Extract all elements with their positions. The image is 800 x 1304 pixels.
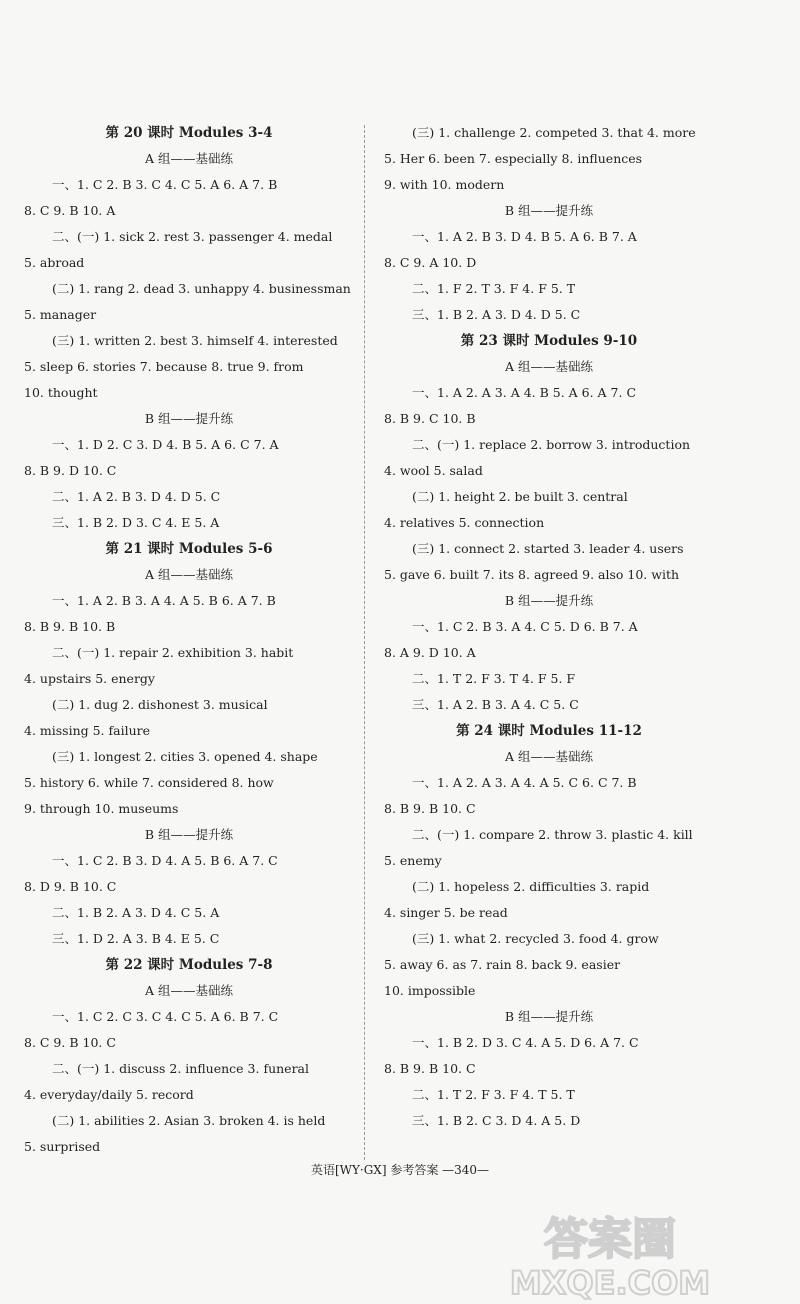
group-heading: B 组——提升练: [504, 593, 594, 608]
answer-line: 8. B 9. D 10. C: [24, 463, 117, 478]
answer-line: 4. relatives 5. connection: [384, 515, 545, 530]
group-heading: B 组——提升练: [144, 411, 234, 426]
answer-line: 二、1. A 2. B 3. D 4. D 5. C: [52, 489, 221, 504]
answer-line: 5. away 6. as 7. rain 8. back 9. easier: [384, 957, 621, 972]
answer-line: 一、1. C 2. B 3. D 4. A 5. B 6. A 7. C: [52, 853, 278, 868]
answer-line: (二) 1. rang 2. dead 3. unhappy 4. businessman: [52, 281, 351, 296]
lesson-title: 第 23 课时 Modules 9-10: [460, 333, 638, 349]
answer-line: 10. impossible: [384, 983, 476, 998]
answer-line: (三) 1. challenge 2. competed 3. that 4. more: [412, 125, 696, 140]
answer-line: 二、(一) 1. discuss 2. influence 3. funeral: [52, 1061, 310, 1076]
answer-line: 8. C 9. B 10. C: [24, 1035, 116, 1050]
group-heading: A 组——基础练: [144, 983, 233, 998]
answer-line: 9. through 10. museums: [24, 801, 179, 816]
answer-line: 8. C 9. B 10. A: [24, 203, 116, 218]
answer-line: 5. history 6. while 7. considered 8. how: [24, 775, 274, 790]
answer-line: 一、1. A 2. B 3. D 4. B 5. A 6. B 7. A: [412, 229, 637, 244]
answer-line: (二) 1. hopeless 2. difficulties 3. rapid: [412, 879, 650, 894]
answer-line: 5. manager: [24, 307, 97, 322]
answer-line: 4. upstairs 5. energy: [24, 671, 155, 686]
answer-line: 8. D 9. B 10. C: [24, 879, 117, 894]
answer-line: 5. gave 6. built 7. its 8. agreed 9. also 10. with: [384, 567, 680, 582]
answer-line: 一、1. D 2. C 3. D 4. B 5. A 6. C 7. A: [52, 437, 279, 452]
answer-line: 一、1. A 2. B 3. A 4. A 5. B 6. A 7. B: [52, 593, 276, 608]
answer-line: 二、1. T 2. F 3. F 4. T 5. T: [412, 1087, 575, 1102]
page-footer: 英语[WY·GX] 参考答案 —340—: [310, 1163, 490, 1177]
answer-line: 三、1. B 2. A 3. D 4. D 5. C: [412, 307, 581, 322]
group-heading: A 组——基础练: [504, 749, 593, 764]
answer-line: 5. abroad: [24, 255, 85, 270]
answer-line: 一、1. A 2. A 3. A 4. B 5. A 6. A 7. C: [412, 385, 637, 400]
left-answer-column: [24, 120, 354, 1160]
lesson-title: 第 22 课时 Modules 7-8: [105, 957, 273, 973]
answer-line: 一、1. A 2. A 3. A 4. A 5. C 6. C 7. B: [412, 775, 637, 790]
answer-line: 二、(一) 1. repair 2. exhibition 3. habit: [52, 645, 294, 660]
group-heading: B 组——提升练: [504, 203, 594, 218]
answer-line: 一、1. B 2. D 3. C 4. A 5. D 6. A 7. C: [412, 1035, 639, 1050]
group-heading: A 组——基础练: [144, 567, 233, 582]
answer-line: 二、(一) 1. sick 2. rest 3. passenger 4. medal: [52, 229, 333, 244]
answer-line: 三、1. D 2. A 3. B 4. E 5. C: [52, 931, 220, 946]
answer-line: 5. surprised: [24, 1139, 101, 1154]
answer-line: 8. C 9. A 10. D: [384, 255, 477, 270]
answer-line: 5. sleep 6. stories 7. because 8. true 9. from: [24, 359, 304, 374]
lesson-title: 第 24 课时 Modules 11-12: [456, 723, 642, 739]
answer-line: (二) 1. height 2. be built 3. central: [412, 489, 628, 504]
answer-line: 4. singer 5. be read: [384, 905, 508, 920]
answer-line: 二、(一) 1. compare 2. throw 3. plastic 4. kill: [412, 827, 693, 842]
answer-line: 4. everyday/daily 5. record: [24, 1087, 194, 1102]
answer-line: 4. wool 5. salad: [384, 463, 483, 478]
answer-line: 8. B 9. C 10. B: [384, 411, 476, 426]
watermark-logo: [430, 1208, 790, 1300]
answer-line: 二、(一) 1. replace 2. borrow 3. introduction: [412, 437, 691, 452]
answer-line: (三) 1. longest 2. cities 3. opened 4. shape: [52, 749, 318, 764]
answer-line: 一、1. C 2. C 3. C 4. C 5. A 6. B 7. C: [52, 1009, 279, 1024]
column-divider: [364, 125, 365, 1160]
answer-line: 4. missing 5. failure: [24, 723, 151, 738]
group-heading: A 组——基础练: [504, 359, 593, 374]
answer-line: 8. B 9. B 10. B: [24, 619, 116, 634]
answer-line: (三) 1. what 2. recycled 3. food 4. grow: [412, 931, 659, 946]
watermark-top-text: 答案圈: [544, 1214, 676, 1265]
answer-line: 三、1. B 2. D 3. C 4. E 5. A: [52, 515, 220, 530]
answer-line: 二、1. T 2. F 3. T 4. F 5. F: [412, 671, 576, 686]
watermark-bottom-text: MXQE.COM: [509, 1264, 711, 1300]
answer-line: 8. B 9. B 10. C: [384, 1061, 476, 1076]
lesson-title: 第 21 课时 Modules 5-6: [105, 541, 273, 557]
answer-line: 二、1. B 2. A 3. D 4. C 5. A: [52, 905, 220, 920]
answer-line: (三) 1. written 2. best 3. himself 4. interested: [52, 333, 338, 348]
answer-line: 10. thought: [24, 385, 98, 400]
answer-line: 5. enemy: [384, 853, 442, 868]
lesson-title: 第 20 课时 Modules 3-4: [105, 125, 273, 141]
answer-line: 5. Her 6. been 7. especially 8. influences: [384, 151, 643, 166]
answer-line: (三) 1. connect 2. started 3. leader 4. users: [412, 541, 684, 556]
answer-line: (二) 1. abilities 2. Asian 3. broken 4. is held: [52, 1113, 326, 1128]
answer-line: 一、1. C 2. B 3. C 4. C 5. A 6. A 7. B: [52, 177, 278, 192]
answer-line: 8. A 9. D 10. A: [384, 645, 476, 660]
group-heading: A 组——基础练: [144, 151, 233, 166]
answer-line: (二) 1. dug 2. dishonest 3. musical: [52, 697, 268, 712]
group-heading: B 组——提升练: [144, 827, 234, 842]
answer-line: 二、1. F 2. T 3. F 4. F 5. T: [412, 281, 576, 296]
answer-line: 8. B 9. B 10. C: [384, 801, 476, 816]
answer-line: 一、1. C 2. B 3. A 4. C 5. D 6. B 7. A: [412, 619, 638, 634]
answer-line: 9. with 10. modern: [384, 177, 505, 192]
group-heading: B 组——提升练: [504, 1009, 594, 1024]
right-answer-column: [384, 120, 714, 1134]
answer-line: 三、1. B 2. C 3. D 4. A 5. D: [412, 1113, 581, 1128]
answer-line: 三、1. A 2. B 3. A 4. C 5. C: [412, 697, 579, 712]
